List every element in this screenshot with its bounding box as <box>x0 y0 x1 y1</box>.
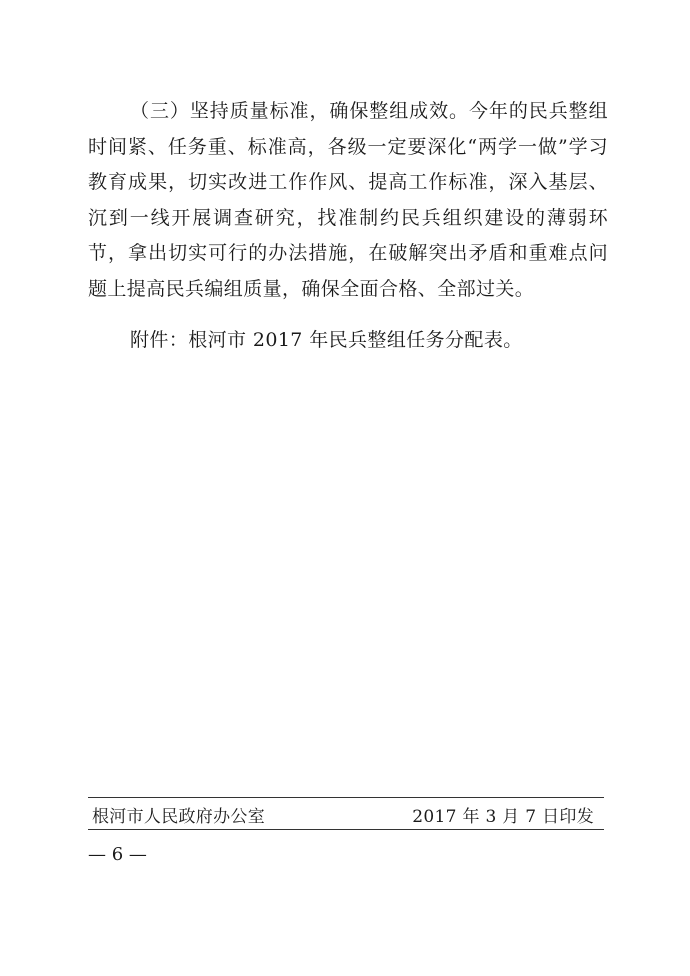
footer-rule-bottom <box>88 829 604 830</box>
attachment-line: 附件：根河市 2017 年民兵整组任务分配表。 <box>130 329 523 351</box>
footer-rule-top <box>88 797 604 798</box>
paragraph-quality-standards: （三）坚持质量标准，确保整组成效。今年的民兵整组时间紧、任务重、标准高，各级一定要深化“两学一做”学习教育成果，切实改进工作作风、提高工作标准，深入基层、沉到一线开展调查研究，找准制约民兵组织建设的薄弱环节，拿出切实可行的办法措施，在破解突出矛盾和重难点问题上提高民兵编组质量，确保全面合格、全部过关。 <box>88 100 608 300</box>
page-number: — 6 — <box>88 844 147 865</box>
body-text <box>88 94 608 307</box>
issue-date: 2017 年 3 月 7 日印发 <box>412 806 594 827</box>
issuance-footer <box>88 799 604 829</box>
issuer-name: 根河市人民政府办公室 <box>92 806 265 827</box>
